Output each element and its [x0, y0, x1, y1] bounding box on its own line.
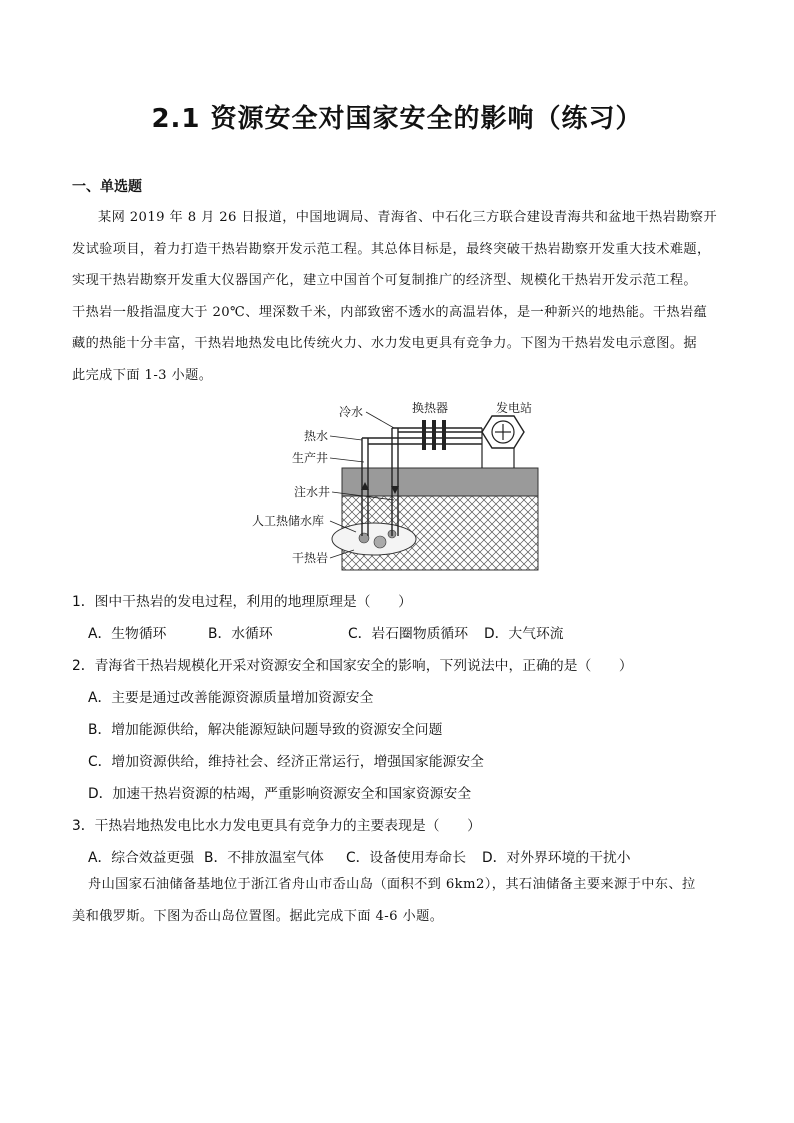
intro-paragraph-2 — [72, 869, 720, 932]
q3-option-d: D．对外界环境的干扰小 — [482, 850, 631, 866]
label-heat-exchanger: 换热器 — [412, 401, 449, 415]
label-hot-water: 热水 — [304, 429, 329, 443]
q1-option-b: B．水循环 — [208, 626, 273, 642]
intro1-line: 藏的热能十分丰富，干热岩地热发电比传统火力、水力发电更具有竞争力。下图为干热岩发电示意图。据 — [72, 336, 698, 351]
intro1-line: 干热岩一般指温度大于 20℃、埋深数千米，内部致密不透水的高温岩体，是一种新兴的地热能。干热岩蕴 — [72, 304, 708, 320]
q3-option-c: C．设备使用寿命长 — [346, 850, 467, 866]
label-production-well: 生产井 — [292, 451, 329, 465]
section-heading: 一、单选题 — [72, 179, 142, 195]
q2-option-a: A．主要是通过改善能源资源质量增加资源安全 — [88, 690, 374, 706]
intro2-line: 美和俄罗斯。下图为岙山岛位置图。据此完成下面 4-6 小题。 — [72, 908, 444, 924]
page-title: 2.1 资源安全对国家安全的影响（练习） — [151, 104, 643, 134]
intro-paragraph-1 — [72, 202, 720, 391]
label-cold-water: 冷水 — [339, 405, 364, 419]
q3-option-b: B．不排放温室气体 — [204, 850, 324, 866]
label-hot-dry-rock: 干热岩 — [292, 551, 329, 565]
intro1-line: 实现干热岩勘察开发重大仪器国产化，建立中国首个可复制推广的经济型、规模化干热岩开发示范工程。 — [72, 273, 698, 288]
label-power-station: 发电站 — [496, 401, 533, 415]
question-1-stem: 1．图中干热岩的发电过程，利用的地理原理是（ ） — [72, 594, 412, 610]
surface-layer — [342, 468, 538, 496]
question-3-stem: 3．干热岩地热发电比水力发电更具有竞争力的主要表现是（ ） — [72, 818, 481, 834]
intro1-line: 某网 2019 年 8 月 26 日报道，中国地调局、青海省、中石化三方联合建设青海共和盆地干热岩勘察开 — [98, 210, 717, 225]
q1-option-a: A．生物循环 — [88, 626, 167, 642]
q3-option-a: A．综合效益更强 — [88, 850, 195, 866]
reservoir-ellipse — [332, 523, 416, 555]
q2-option-b: B．增加能源供给，解决能源短缺问题导致的资源安全问题 — [88, 722, 443, 738]
question-2-stem: 2．青海省干热岩规模化开采对资源安全和国家安全的影响，下列说法中，正确的是（ ） — [72, 658, 633, 674]
q2-option-d: D．加速干热岩资源的枯竭，严重影响资源安全和国家资源安全 — [88, 786, 472, 802]
label-reservoir: 人工热储水库 — [252, 514, 325, 528]
intro1-line: 发试验项目，着力打造干热岩勘察开发示范工程。其总体目标是，最终突破干热岩勘察开发重大技术难题， — [72, 241, 711, 257]
hot-dry-rock-diagram — [244, 396, 544, 576]
label-injection-well: 注水井 — [294, 485, 331, 499]
q1-option-d: D．大气环流 — [484, 626, 564, 642]
heat-exchanger — [422, 420, 426, 450]
q2-option-c: C．增加资源供给，维持社会、经济正常运行，增强国家能源安全 — [88, 754, 484, 770]
intro2-line: 舟山国家石油储备基地位于浙江省舟山市岙山岛（面积不到 6km2），其石油储备主要来源于中东、拉 — [88, 877, 696, 892]
intro1-line: 此完成下面 1-3 小题。 — [72, 367, 213, 383]
q1-option-c: C．岩石圈物质循环 — [348, 626, 469, 642]
